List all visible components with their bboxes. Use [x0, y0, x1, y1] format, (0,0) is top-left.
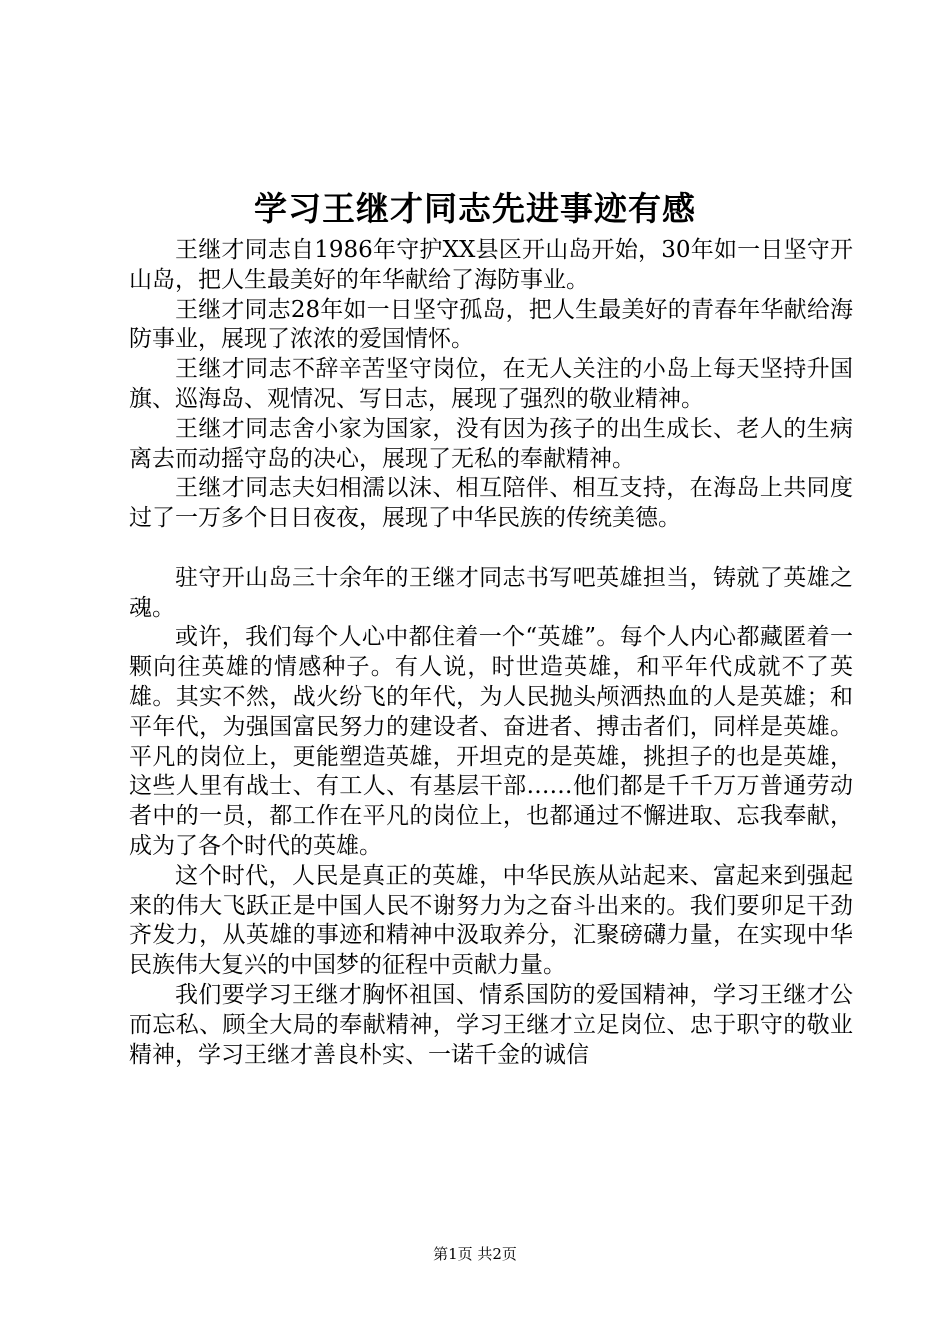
- document-body: [129, 236, 853, 1070]
- paragraph-9: 我们要学习王继才胸怀祖国、情系国防的爱国精神，学习王继才公而忘私、顾全大局的奉献精神，学习王继才立足岗位、忠于职守的敬业精神，学习王继才善良朴实、一诺千金的诚信: [129, 981, 853, 1068]
- paragraph-8: 这个时代，人民是真正的英雄，中华民族从站起来、富起来到强起来的伟大飞跃正是中国人民不谢努力为之奋斗出来的。我们要卯足干劲齐发力，从英雄的事迹和精神中汲取养分，汇聚磅礴力量，在实现中华民族伟大复兴的中国梦的征程中贡献力量。: [129, 862, 853, 979]
- paragraph-2: 王继才同志28年如一日坚守孤岛，把人生最美好的青春年华献给海防事业，展现了浓浓的爱国情怀。: [129, 296, 853, 353]
- paragraph-7: 或许，我们每个人心中都住着一个“英雄”。每个人内心都藏匿着一颗向往英雄的情感种子。有人说，时世造英雄，和平年代成就不了英雄。其实不然，战火纷飞的年代，为人民抛头颅洒热血的人是英雄；和平年代，为强国富民努力的建设者、奋进者、搏击者们，同样是英雄。平凡的岗位上，更能塑造英雄，开坦克的是英雄，挑担子的也是英雄，这些人里有战士、有工人、有基层干部……他们都是千千万万普通劳动者中的一员，都工作在平凡的岗位上，也都通过不懈进取、忘我奉献，成为了各个时代的英雄。: [129, 624, 853, 859]
- paragraph-3: 王继才同志不辞辛苦坚守岗位，在无人关注的小岛上每天坚持升国旗、巡海岛、观情况、写日志，展现了强烈的敬业精神。: [129, 356, 853, 412]
- page-number-footer: 第1页 共2页: [433, 1245, 517, 1263]
- paragraph-6: 驻守开山岛三十余年的王继才同志书写吧英雄担当，铸就了英雄之魂。: [129, 564, 853, 621]
- paragraph-1: 王继才同志自1986年守护XX县区开山岛开始，30年如一日坚守开山岛，把人生最美好的年华献给了海防事业。: [129, 237, 853, 293]
- paragraph-5: 王继才同志夫妇相濡以沫、相互陪伴、相互支持，在海岛上共同度过了一万多个日日夜夜，展现了中华民族的传统美德。: [129, 475, 853, 532]
- paragraph-spacer: [129, 534, 853, 564]
- paragraph-4: 王继才同志舍小家为国家，没有因为孩子的出生成长、老人的生病离去而动摇守岛的决心，展现了无私的奉献精神。: [129, 415, 853, 472]
- document-title: 学习王继才同志先进事迹有感: [254, 189, 696, 228]
